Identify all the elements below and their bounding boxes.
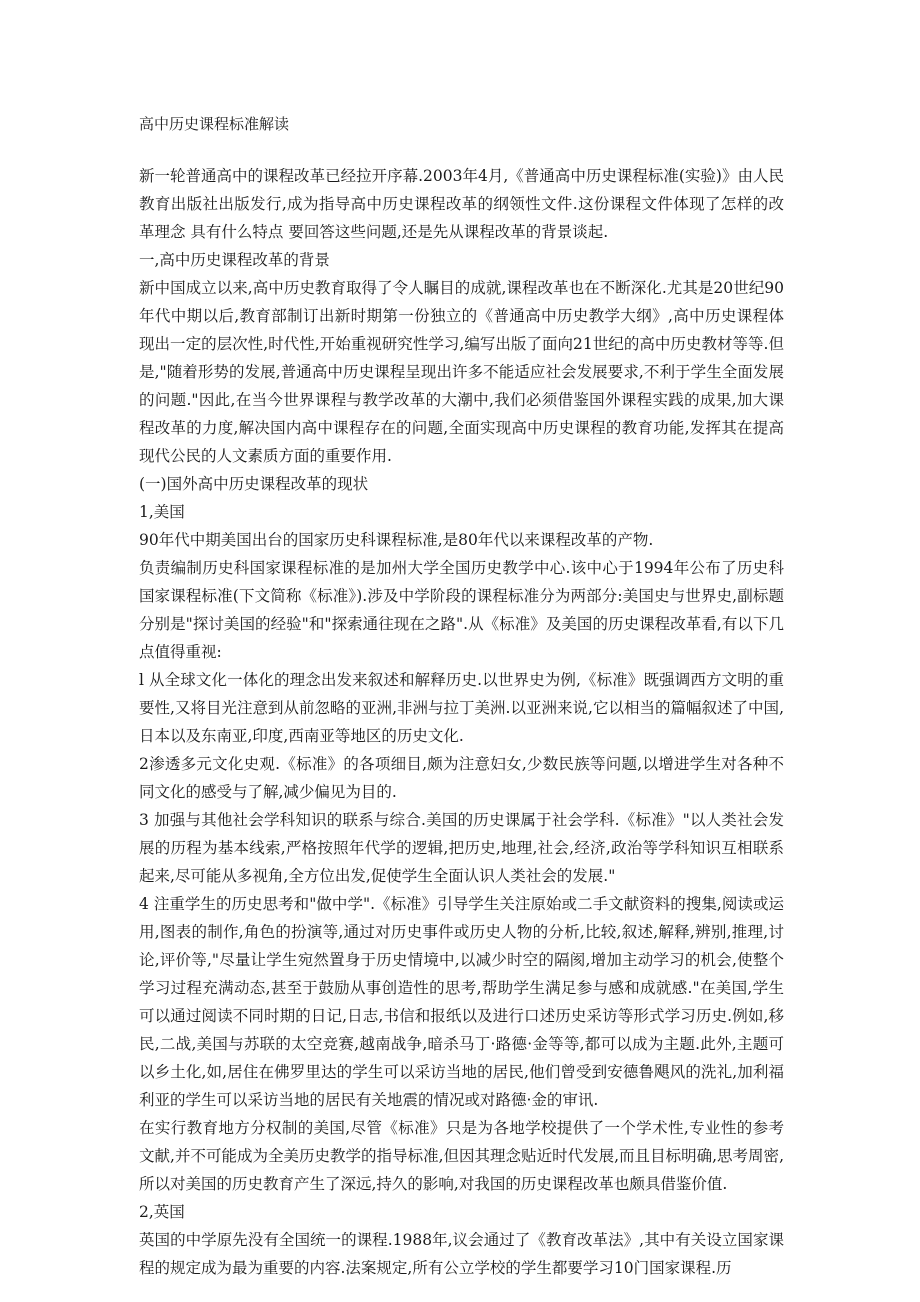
document-title: 高中历史课程标准解读 — [139, 115, 290, 133]
paragraph-usa-intro: 90年代中期美国出台的国家历史科课程标准,是80年代以来课程改革的产物. — [139, 531, 654, 549]
section-heading-background: 一,高中历史课程改革的背景 — [139, 251, 330, 269]
subsection-heading-foreign: (一)国外高中历史课程改革的现状 — [139, 475, 369, 493]
list-item-3: 3 加强与其他社会学科知识的联系与综合.美国的历史课属于社会学科.《标准》"以人类社会发展的历程为基本线索,严格按照年代学的逻辑,把历史,地理,社会,经济,政治等学科知识互相联系起来,尽可能从多视角,全方位出发,促使学生全面认识人类社会的发展." — [139, 811, 784, 885]
list-item-4: 4 注重学生的历史思考和"做中学".《标准》引导学生关注原始或二手文献资料的搜集,阅读或运用,图表的制作,角色的扮演等,通过对历史事件或历史人物的分析,比较,叙述,解释,辨别,推理,讨论,评价等,"尽量让学生宛然置身于历史情境中,以减少时空的隔阂,增加主动学习的机会,使整个学习过程充满动态,甚至于鼓励从事创造性的思考,帮助学生满足参与感和成就感."在美国,学生可以通过阅读不同时期的日记,日志,书信和报纸以及进行口述历史采访等形式学习历史.例如,移民,二战,美国与苏联的太空竞赛,越南战争,暗杀马丁·路德·金等等,都可以成为主题.此外,主题可以乡土化,如,居住在佛罗里达的学生可以采访当地的居民,他们曾受到安德鲁飓风的洗礼,加利福利亚的学生可以采访当地的居民有关地震的情况或对路德·金的审讯. — [139, 895, 784, 1109]
document-page — [139, 110, 784, 1282]
heading-usa: 1,美国 — [139, 503, 185, 521]
paragraph-uk: 英国的中学原先没有全国统一的课程.1988年,议会通过了《教育改革法》,其中有关设立国家课程的规定成为最为重要的内容.法案规定,所有公立学校的学生都要学习10门国家课程.历 — [139, 1231, 784, 1277]
list-item-1: l 从全球文化一体化的理念出发来叙述和解释历史.以世界史为例,《标准》既强调西方文明的重要性,又将目光注意到从前忽略的亚洲,非洲与拉丁美洲.以亚洲来说,它以相当的篇幅叙述了中国,日本以及东南亚,印度,西南亚等地区的历史文化. — [139, 671, 784, 745]
paragraph-usa-standard: 负责编制历史科国家课程标准的是加州大学全国历史教学中心.该中心于1994年公布了历史科国家课程标准(下文简称《标准》).涉及中学阶段的课程标准分为两部分:美国史与世界史,副标题分别是"探讨美国的经验"和"探索通往现在之路".从《标准》及美国的历史课程改革看,有以下几点值得重视: — [139, 559, 784, 661]
paragraph-intro: 新一轮普通高中的课程改革已经拉开序幕.2003年4月,《普通高中历史课程标准(实验)》由人民教育出版社出版发行,成为指导高中历史课程改革的纲领性文件.这份课程文件体现了怎样的改革理念 具有什么特点 要回答这些问题,还是先从课程改革的背景谈起. — [139, 167, 784, 241]
paragraph-background: 新中国成立以来,高中历史教育取得了令人瞩目的成就,课程改革也在不断深化.尤其是20世纪90年代中期以后,教育部制订出新时期第一份独立的《普通高中历史教学大纲》,高中历史课程体现出一定的层次性,时代性,开始重视研究性学习,编写出版了面向21世纪的高中历史教材等等.但是,"随着形势的发展,普通高中历史课程呈现出许多不能适应社会发展要求,不利于学生全面发展的问题."因此,在当今世界课程与教学改革的大潮中,我们必须借鉴国外课程实践的成果,加大课程改革的力度,解决国内高中课程存在的问题,全面实现高中历史课程的教育功能,发挥其在提高现代公民的人文素质方面的重要作用. — [139, 279, 784, 465]
paragraph-usa-conclusion: 在实行教育地方分权制的美国,尽管《标准》只是为各地学校提供了一个学术性,专业性的参考文献,并不可能成为全美历史教学的指导标准,但因其理念贴近时代发展,而且目标明确,思考周密,所以对美国的历史教育产生了深远,持久的影响,对我国的历史课程改革也颇具借鉴价值. — [139, 1119, 784, 1193]
list-item-2: 2渗透多元文化史观.《标准》的各项细目,颇为注意妇女,少数民族等问题,以增进学生对各种不同文化的感受与了解,减少偏见为目的. — [139, 755, 784, 801]
heading-uk: 2,英国 — [139, 1203, 185, 1221]
